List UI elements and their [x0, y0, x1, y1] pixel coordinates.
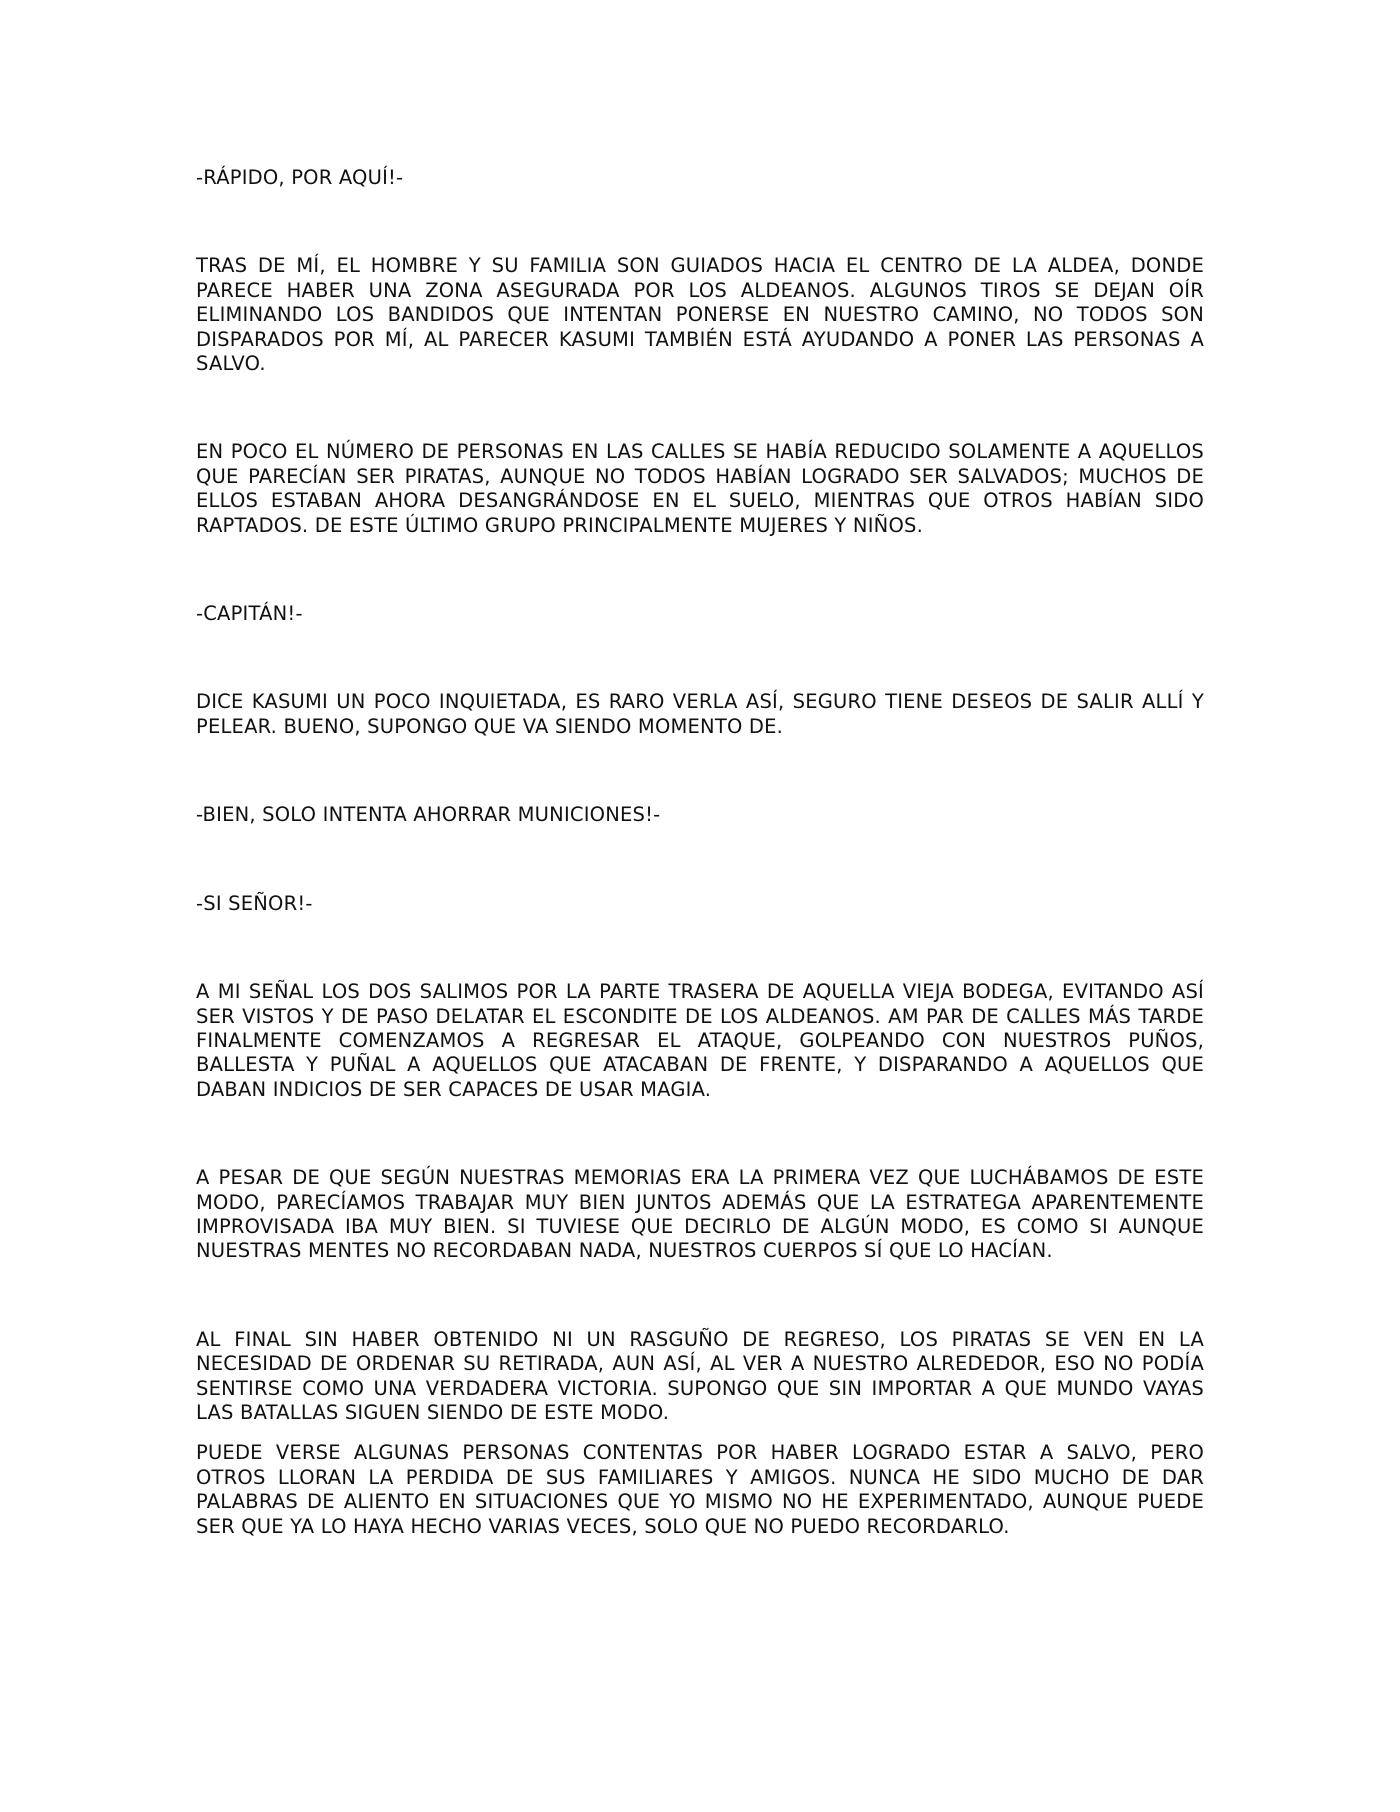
narration-paragraph: TRAS DE MÍ, EL HOMBRE Y SU FAMILIA SON GUIADOS HACIA EL CENTRO DE LA ALDEA, DONDE PARECE HABER UNA ZONA ASEGURADA POR LOS ALDEANOS. ALGUNOS TIROS SE DEJAN OÍR ELIMINANDO LOS BANDIDOS QUE INTENTAN PONERSE EN NUESTRO CAMINO, NO TODOS SON DISPARADOS POR MÍ, AL PARECER KASUMI TAMBIÉN ESTÁ AYUDANDO A PONER LAS PERSONAS A SALVO.: [196, 254, 1204, 376]
dialogue-line: -RÁPIDO, POR AQUÍ!-: [196, 166, 404, 189]
narration-paragraph: EN POCO EL NÚMERO DE PERSONAS EN LAS CALLES SE HABÍA REDUCIDO SOLAMENTE A AQUELLOS QUE PARECÍAN SER PIRATAS, AUNQUE NO TODOS HABÍAN LOGRADO SER SALVADOS; MUCHOS DE ELLOS ESTABAN AHORA DESANGRÁNDOSE EN EL SUELO, MIENTRAS QUE OTROS HABÍAN SIDO RAPTADOS. DE ESTE ÚLTIMO GRUPO PRINCIPALMENTE MUJERES Y NIÑOS.: [196, 440, 1204, 537]
narration-paragraph: AL FINAL SIN HABER OBTENIDO NI UN RASGUÑO DE REGRESO, LOS PIRATAS SE VEN EN LA NECESIDAD DE ORDENAR SU RETIRADA, AUN ASÍ, AL VER A NUESTRO ALREDEDOR, ESO NO PODÍA SENTIRSE COMO UNA VERDADERA VICTORIA. SUPONGO QUE SIN IMPORTAR A QUE MUNDO VAYAS LAS BATALLAS SIGUEN SIENDO DE ESTE MODO.: [196, 1327, 1204, 1424]
dialogue-line: -SI SEÑOR!-: [196, 891, 313, 915]
narration-paragraph: DICE KASUMI UN POCO INQUIETADA, ES RARO VERLA ASÍ, SEGURO TIENE DESEOS DE SALIR ALLÍ Y PELEAR. BUENO, SUPONGO QUE VA SIENDO MOMENTO DE.: [196, 690, 1204, 738]
dialogue-line: -CAPITÁN!-: [196, 602, 303, 626]
dialogue-line: -BIEN, SOLO INTENTA AHORRAR MUNICIONES!-: [196, 803, 661, 827]
narration-paragraph: A PESAR DE QUE SEGÚN NUESTRAS MEMORIAS ERA LA PRIMERA VEZ QUE LUCHÁBAMOS DE ESTE MODO, PARECÍAMOS TRABAJAR MUY BIEN JUNTOS ADEMÁS QUE LA ESTRATEGA APARENTEMENTE IMPROVISADA IBA MUY BIEN. SI TUVIESE QUE DECIRLO DE ALGÚN MODO, ES COMO SI AUNQUE NUESTRAS MENTES NO RECORDABAN NADA, NUESTROS CUERPOS SÍ QUE LO HACÍAN.: [196, 1166, 1204, 1263]
document-page: [196, 166, 1204, 1539]
narration-paragraph: A MI SEÑAL LOS DOS SALIMOS POR LA PARTE TRASERA DE AQUELLA VIEJA BODEGA, EVITANDO ASÍ SER VISTOS Y DE PASO DELATAR EL ESCONDITE DE LOS ALDEANOS. AM PAR DE CALLES MÁS TARDE FINALMENTE COMENZAMOS A REGRESAR EL ATAQUE, GOLPEANDO CON NUESTROS PUÑOS, BALLESTA Y PUÑAL A AQUELLOS QUE ATACABAN DE FRENTE, Y DISPARANDO A AQUELLOS QUE DABAN INDICIOS DE SER CAPACES DE USAR MAGIA.: [196, 980, 1204, 1101]
narration-paragraph: PUEDE VERSE ALGUNAS PERSONAS CONTENTAS POR HABER LOGRADO ESTAR A SALVO, PERO OTROS LLORAN LA PERDIDA DE SUS FAMILIARES Y AMIGOS. NUNCA HE SIDO MUCHO DE DAR PALABRAS DE ALIENTO EN SITUACIONES QUE YO MISMO NO HE EXPERIMENTADO, AUNQUE PUEDE SER QUE YA LO HAYA HECHO VARIAS VECES, SOLO QUE NO PUEDO RECORDARLO.: [196, 1441, 1204, 1538]
